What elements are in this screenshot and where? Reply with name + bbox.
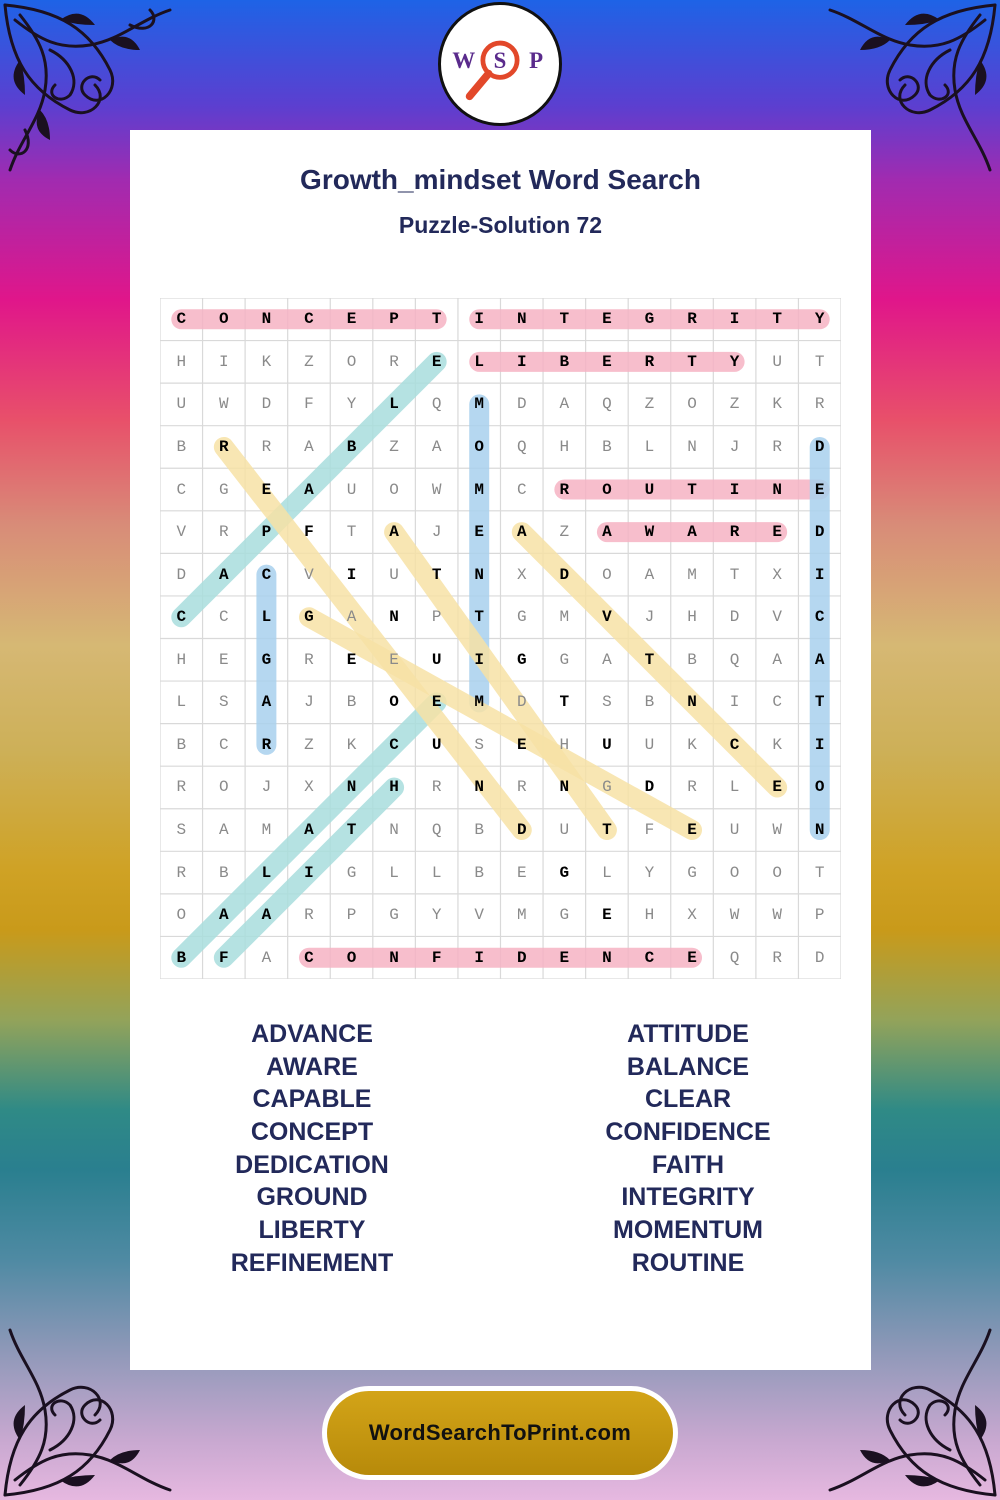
grid-cell[interactable]: N xyxy=(814,821,825,839)
grid-cell[interactable]: S xyxy=(176,821,187,839)
grid-cell[interactable]: X xyxy=(516,565,527,584)
grid-cell[interactable]: I xyxy=(729,693,740,712)
grid-cell[interactable]: Q xyxy=(602,395,612,414)
page-subtitle: Puzzle-Solution 72 xyxy=(398,212,603,238)
grid-cell[interactable]: O xyxy=(176,906,187,925)
grid-cell[interactable]: M xyxy=(474,395,484,414)
grid-cell[interactable]: A xyxy=(772,650,782,669)
grid-cell[interactable]: I xyxy=(729,310,740,329)
grid-cell[interactable]: R xyxy=(516,778,527,797)
grid-cell[interactable]: F xyxy=(304,523,314,542)
grid-cell[interactable]: Z xyxy=(304,352,314,371)
page-title: Growth_mindset Word Search xyxy=(300,164,701,195)
grid-cell[interactable]: D xyxy=(559,565,570,584)
grid-cell[interactable]: E xyxy=(687,948,697,967)
logo-letter-s: S xyxy=(493,47,507,73)
word-list-item: ROUTINE xyxy=(631,1248,745,1277)
grid-cell[interactable]: O xyxy=(346,948,357,967)
grid-cell[interactable]: C xyxy=(772,693,782,712)
grid-cell[interactable]: G xyxy=(644,310,655,329)
grid-cell[interactable]: E xyxy=(602,352,612,371)
grid-cell[interactable]: C xyxy=(219,608,229,627)
grid-cell[interactable]: N xyxy=(516,310,527,329)
grid-cell[interactable]: A xyxy=(389,523,399,542)
word-list-item: CONCEPT xyxy=(250,1118,374,1147)
grid-cell[interactable]: Z xyxy=(559,523,570,542)
grid-cell[interactable]: U xyxy=(346,480,357,499)
grid-cell[interactable]: S xyxy=(602,693,612,712)
grid-cell[interactable]: E xyxy=(602,906,612,925)
grid-cell[interactable]: I xyxy=(516,352,527,371)
grid-cell[interactable]: M xyxy=(516,906,527,925)
grid-cell[interactable]: M xyxy=(474,693,484,712)
grid-cell[interactable]: D xyxy=(729,608,740,627)
grid-cell[interactable]: D xyxy=(516,821,527,839)
grid-cell[interactable]: H xyxy=(559,437,570,456)
grid-cell[interactable]: T xyxy=(687,480,697,499)
grid-cell[interactable]: J xyxy=(431,523,442,542)
grid-cell[interactable]: D xyxy=(176,565,187,584)
grid-cell[interactable]: Y xyxy=(644,863,655,882)
grid-cell[interactable]: N xyxy=(389,948,399,967)
grid-cell[interactable]: Q xyxy=(431,395,442,414)
grid-cell[interactable]: A xyxy=(261,948,272,967)
grid-cell[interactable]: J xyxy=(644,608,655,627)
grid-cell[interactable]: E xyxy=(516,735,527,754)
grid-cell[interactable]: U xyxy=(431,650,442,669)
grid-cell[interactable]: T xyxy=(559,310,570,329)
grid-cell[interactable]: G xyxy=(219,480,229,499)
grid-cell[interactable]: E xyxy=(346,310,357,329)
grid-cell[interactable]: C xyxy=(304,310,314,329)
grid-cell[interactable]: R xyxy=(176,863,187,882)
grid-cell[interactable]: A xyxy=(559,395,570,414)
grid-cell[interactable]: I xyxy=(474,310,484,329)
grid-cell[interactable]: X xyxy=(772,565,782,584)
grid-cell[interactable]: H xyxy=(559,735,570,754)
grid-cell[interactable]: A xyxy=(219,565,229,584)
magnifier-icon xyxy=(441,5,559,123)
grid-cell[interactable]: U xyxy=(772,352,782,371)
word-list-item: DEDICATION xyxy=(235,1150,389,1179)
grid-cell[interactable]: M xyxy=(559,608,570,627)
grid-cell[interactable]: R xyxy=(219,523,229,542)
grid-cell[interactable]: C xyxy=(176,310,187,329)
grid-cell[interactable]: G xyxy=(559,906,570,925)
grid-cell[interactable]: A xyxy=(219,821,229,839)
grid-cell[interactable]: G xyxy=(516,650,527,669)
grid-cell[interactable]: O xyxy=(346,352,357,371)
grid-cell[interactable]: G xyxy=(602,778,612,797)
footer-badge[interactable] xyxy=(322,1386,678,1480)
grid-cell[interactable]: E xyxy=(602,310,612,329)
grid-cell[interactable]: B xyxy=(176,437,187,456)
grid-cell[interactable]: I xyxy=(474,948,484,967)
grid-cell[interactable]: T xyxy=(602,821,612,839)
grid-cell[interactable]: E xyxy=(772,523,782,542)
grid-cell[interactable]: U xyxy=(644,480,655,499)
grid-cell[interactable]: O xyxy=(687,395,697,414)
grid-cell[interactable]: R xyxy=(644,352,655,371)
grid-cell[interactable]: P xyxy=(346,906,357,925)
grid-cell[interactable]: G xyxy=(559,650,570,669)
logo-letter-p: P xyxy=(529,47,544,73)
grid-cell[interactable]: B xyxy=(602,437,612,456)
grid-cell[interactable]: K xyxy=(772,395,782,414)
grid-cell[interactable]: N xyxy=(474,565,484,584)
grid-cell[interactable]: C xyxy=(389,735,399,754)
grid-cell[interactable]: A xyxy=(304,821,314,839)
grid-cell[interactable]: N xyxy=(389,821,399,839)
grid-cell[interactable]: U xyxy=(602,735,612,754)
grid-cell[interactable]: T xyxy=(346,523,357,542)
grid-cell[interactable]: F xyxy=(644,821,655,839)
grid-cell[interactable]: G xyxy=(516,608,527,627)
grid-cell[interactable]: P xyxy=(431,608,442,627)
grid-cell[interactable]: C xyxy=(261,565,272,584)
grid-cell[interactable]: V xyxy=(772,608,782,627)
grid-cell[interactable]: C xyxy=(304,948,314,967)
grid-cell[interactable]: R xyxy=(431,778,442,797)
grid-cell[interactable]: E xyxy=(559,948,570,967)
grid-cell[interactable]: C xyxy=(176,480,187,499)
grid-cell[interactable]: L xyxy=(602,863,612,882)
grid-cell[interactable]: J xyxy=(261,778,272,797)
grid-cell[interactable]: L xyxy=(644,437,655,456)
grid-cell[interactable]: T xyxy=(772,310,782,329)
grid-cell[interactable]: N xyxy=(602,948,612,967)
grid-cell[interactable]: E xyxy=(814,480,825,499)
word-list-item: ADVANCE xyxy=(251,1020,373,1048)
grid-cell[interactable]: D xyxy=(516,948,527,967)
grid-cell[interactable]: E xyxy=(261,480,272,499)
grid-cell[interactable]: D xyxy=(814,948,825,967)
grid-cell[interactable]: B xyxy=(219,863,229,882)
grid-cell[interactable]: C xyxy=(644,948,655,967)
grid-cell[interactable]: I xyxy=(814,735,825,754)
grid-cell[interactable]: N xyxy=(687,693,697,712)
grid-cell[interactable]: C xyxy=(814,608,825,627)
grid-cell[interactable]: N xyxy=(474,778,484,797)
grid-cell[interactable]: T xyxy=(729,565,740,584)
grid-cell[interactable]: D xyxy=(516,693,527,712)
grid-cell[interactable]: F xyxy=(431,948,442,967)
grid-cell[interactable]: P xyxy=(814,906,825,925)
word-list-item: REFINEMENT xyxy=(230,1248,394,1277)
grid-cell[interactable]: R xyxy=(304,906,314,925)
grid-cell[interactable]: E xyxy=(431,352,442,371)
grid-cell[interactable]: K xyxy=(346,735,357,754)
grid-cell[interactable]: L xyxy=(389,395,399,414)
grid-cell[interactable]: Z xyxy=(729,395,740,414)
grid-cell[interactable]: R xyxy=(687,310,697,329)
grid-cell[interactable]: Y xyxy=(346,395,357,414)
grid-cell[interactable]: R xyxy=(687,778,697,797)
grid-cell[interactable]: T xyxy=(814,352,825,371)
grid-cell[interactable]: G xyxy=(389,906,399,925)
grid-cell[interactable]: T xyxy=(687,352,697,371)
grid-cell[interactable]: C xyxy=(729,735,740,754)
grid-cell[interactable]: Q xyxy=(431,821,442,839)
grid-cell[interactable]: L xyxy=(261,863,272,882)
grid-cell[interactable]: R xyxy=(304,650,314,669)
grid-cell[interactable]: G xyxy=(559,863,570,882)
grid-cell[interactable]: A xyxy=(346,608,357,627)
grid-cell[interactable]: Y xyxy=(729,352,740,371)
word-list-item: CAPABLE xyxy=(252,1085,372,1114)
grid-cell[interactable]: C xyxy=(219,735,229,754)
grid-cell[interactable]: O xyxy=(729,863,740,882)
grid-cell[interactable]: D xyxy=(814,437,825,456)
grid-cell[interactable]: U xyxy=(176,395,187,414)
grid-cell[interactable]: L xyxy=(431,863,442,882)
grid-cell[interactable]: V xyxy=(474,906,484,925)
grid-cell[interactable]: I xyxy=(814,565,825,584)
grid-cell[interactable]: C xyxy=(176,608,187,627)
word-list-item: MOMENTUM xyxy=(613,1216,763,1245)
grid-cell[interactable]: Z xyxy=(304,735,314,754)
grid-cell[interactable]: H xyxy=(176,650,187,669)
grid-cell[interactable]: E xyxy=(772,778,782,797)
grid-cell[interactable]: G xyxy=(261,650,272,669)
grid-cell[interactable]: E xyxy=(431,693,442,712)
grid-cell[interactable]: A xyxy=(687,523,697,542)
grid-cell[interactable]: O xyxy=(219,310,229,329)
grid-cell[interactable]: T xyxy=(644,650,655,669)
grid-cell[interactable]: R xyxy=(389,352,399,371)
word-list-item: INTEGRITY xyxy=(621,1183,755,1212)
grid-cell[interactable]: E xyxy=(346,650,357,669)
grid-cell[interactable]: A xyxy=(219,906,229,925)
grid-cell[interactable]: D xyxy=(516,395,527,414)
grid-cell[interactable]: U xyxy=(644,735,655,754)
grid-cell[interactable]: R xyxy=(729,523,740,542)
grid-cell[interactable]: M xyxy=(474,480,484,499)
grid-cell[interactable]: U xyxy=(559,821,570,839)
grid-cell[interactable]: T xyxy=(431,310,442,329)
grid-cell[interactable]: R xyxy=(814,395,825,414)
grid-cell[interactable]: H xyxy=(176,352,187,371)
grid-cell[interactable]: I xyxy=(219,352,229,371)
grid-cell[interactable]: F xyxy=(219,948,229,967)
grid-cell[interactable]: T xyxy=(559,693,570,712)
grid-cell[interactable]: I xyxy=(304,863,314,882)
grid-cell[interactable]: Y xyxy=(814,310,825,329)
grid-cell[interactable]: O xyxy=(219,778,229,797)
grid-cell[interactable]: K xyxy=(772,735,782,754)
grid-cell[interactable]: K xyxy=(261,352,272,371)
grid-cell[interactable]: B xyxy=(346,437,357,456)
grid-cell[interactable]: O xyxy=(814,778,825,797)
grid-cell[interactable]: E xyxy=(474,523,484,542)
grid-cell[interactable]: B xyxy=(474,863,484,882)
grid-cell[interactable]: H xyxy=(389,778,399,797)
grid-cell[interactable]: E xyxy=(516,863,527,882)
grid-cell[interactable]: B xyxy=(176,948,187,967)
grid-cell[interactable]: L xyxy=(474,352,484,371)
grid-cell[interactable]: B xyxy=(474,821,484,839)
grid-cell[interactable]: O xyxy=(389,693,399,712)
grid-cell[interactable]: X xyxy=(304,778,314,797)
grid-cell[interactable]: N xyxy=(559,778,570,797)
grid-cell[interactable]: D xyxy=(814,523,825,542)
grid-cell[interactable]: O xyxy=(772,863,782,882)
word-list-item: ATTITUDE xyxy=(627,1020,749,1048)
grid-cell[interactable]: Z xyxy=(389,437,399,456)
logo-letter-w: W xyxy=(452,47,476,73)
word-list-right xyxy=(538,1018,838,1280)
grid-cell[interactable]: U xyxy=(729,821,740,839)
grid-cell[interactable]: B xyxy=(176,735,187,754)
grid-cell[interactable]: N xyxy=(389,608,399,627)
grid-cell[interactable]: E xyxy=(687,821,697,839)
grid-cell[interactable]: E xyxy=(219,650,229,669)
site-logo[interactable] xyxy=(438,2,562,126)
puzzle-card xyxy=(130,130,871,1370)
grid-cell[interactable]: N xyxy=(346,778,357,797)
grid-cell[interactable]: I xyxy=(474,650,484,669)
grid-cell[interactable]: N xyxy=(772,480,782,499)
grid-cell[interactable]: T xyxy=(814,693,825,712)
grid-cell[interactable]: L xyxy=(389,863,399,882)
grid-cell[interactable]: O xyxy=(389,480,399,499)
grid-cell[interactable]: M xyxy=(261,821,272,839)
grid-cell[interactable]: O xyxy=(602,565,612,584)
grid-cell[interactable]: T xyxy=(814,863,825,882)
grid-cell[interactable]: S xyxy=(474,735,484,754)
grid-cell[interactable]: G xyxy=(687,863,697,882)
grid-cell[interactable]: L xyxy=(176,693,187,712)
grid-cell[interactable]: Q xyxy=(516,437,527,456)
grid-cell[interactable]: H xyxy=(644,906,655,925)
word-list-item: FAITH xyxy=(651,1150,725,1179)
grid-cell[interactable]: A xyxy=(261,906,272,925)
grid-cell[interactable]: M xyxy=(687,565,697,584)
word-list-item: CONFIDENCE xyxy=(605,1118,771,1147)
grid-cell[interactable]: S xyxy=(219,693,229,712)
word-list-left xyxy=(162,1018,462,1280)
grid-cell[interactable]: R xyxy=(559,480,570,499)
grid-cell[interactable]: A xyxy=(644,565,655,584)
grid-cell[interactable]: C xyxy=(516,480,527,499)
grid-cell[interactable]: R xyxy=(772,948,782,967)
grid-cell[interactable]: O xyxy=(474,437,484,456)
grid-cell[interactable]: A xyxy=(814,650,825,669)
word-list-item: CLEAR xyxy=(644,1085,732,1114)
word-list-item: GROUND xyxy=(256,1183,368,1212)
grid-cell[interactable]: W xyxy=(772,821,782,839)
grid-cell[interactable]: I xyxy=(729,480,740,499)
grid-cell[interactable]: P xyxy=(261,523,272,542)
grid-cell[interactable]: L xyxy=(729,778,740,797)
grid-cell[interactable]: E xyxy=(389,650,399,669)
grid-cell[interactable]: B xyxy=(644,693,655,712)
grid-cell[interactable]: K xyxy=(687,735,697,754)
grid-cell[interactable]: R xyxy=(219,437,229,456)
grid-cell[interactable]: B xyxy=(559,352,570,371)
grid-cell[interactable]: R xyxy=(176,778,187,797)
grid-cell[interactable]: X xyxy=(687,906,697,925)
grid-cell[interactable]: I xyxy=(346,565,357,584)
grid-cell[interactable]: R xyxy=(261,735,272,754)
grid-cell[interactable]: G xyxy=(304,608,314,627)
grid-cell[interactable]: R xyxy=(261,437,272,456)
letter-grid xyxy=(160,298,841,979)
grid-cell[interactable]: V xyxy=(602,608,612,627)
grid-cell[interactable]: A xyxy=(261,693,272,712)
grid-cell[interactable]: W xyxy=(644,523,655,542)
grid-cell[interactable]: Q xyxy=(729,948,740,967)
word-list-item: BALANCE xyxy=(626,1052,750,1081)
grid-cell[interactable]: U xyxy=(431,735,442,754)
grid-cell[interactable]: W xyxy=(772,906,782,925)
grid-cell[interactable]: W xyxy=(219,395,229,414)
grid-cell[interactable]: B xyxy=(687,650,697,669)
grid-cell[interactable]: D xyxy=(261,395,272,414)
grid-cell[interactable]: O xyxy=(602,480,612,499)
grid-cell[interactable]: V xyxy=(304,565,314,584)
grid-cell[interactable]: V xyxy=(176,523,187,542)
grid-cell[interactable]: A xyxy=(516,523,527,542)
grid-cell[interactable]: J xyxy=(304,693,314,712)
grid-cell[interactable]: F xyxy=(304,395,314,414)
grid-cell[interactable]: W xyxy=(729,906,740,925)
grid-cell[interactable]: A xyxy=(431,437,442,456)
grid-cell[interactable]: P xyxy=(389,310,399,329)
grid-cell[interactable]: J xyxy=(729,437,740,456)
footer-site-link[interactable]: WordSearchToPrint.com xyxy=(327,1391,673,1475)
grid-cell[interactable]: Q xyxy=(729,650,740,669)
grid-cell[interactable]: D xyxy=(644,778,655,797)
grid-cell[interactable]: T xyxy=(346,821,357,839)
grid-cell[interactable]: A xyxy=(602,650,612,669)
grid-cell[interactable]: A xyxy=(304,480,314,499)
grid-cell[interactable]: R xyxy=(772,437,782,456)
grid-cell[interactable]: A xyxy=(304,437,314,456)
word-list-item: LIBERTY xyxy=(258,1216,366,1245)
grid-cell[interactable]: B xyxy=(346,693,357,712)
grid-cell[interactable]: N xyxy=(261,310,272,329)
grid-cell[interactable]: Z xyxy=(644,395,655,414)
grid-cell[interactable]: U xyxy=(389,565,399,584)
grid-cell[interactable]: T xyxy=(474,608,484,627)
grid-cell[interactable]: W xyxy=(431,480,442,499)
grid-cell[interactable]: G xyxy=(346,863,357,882)
grid-cell[interactable]: H xyxy=(687,608,697,627)
grid-cell[interactable]: Y xyxy=(431,906,442,925)
grid-cell[interactable]: L xyxy=(261,608,272,627)
grid-cell[interactable]: T xyxy=(431,565,442,584)
grid-cell[interactable]: N xyxy=(687,437,697,456)
word-list-item: AWARE xyxy=(266,1052,358,1081)
grid-cell[interactable]: A xyxy=(602,523,612,542)
